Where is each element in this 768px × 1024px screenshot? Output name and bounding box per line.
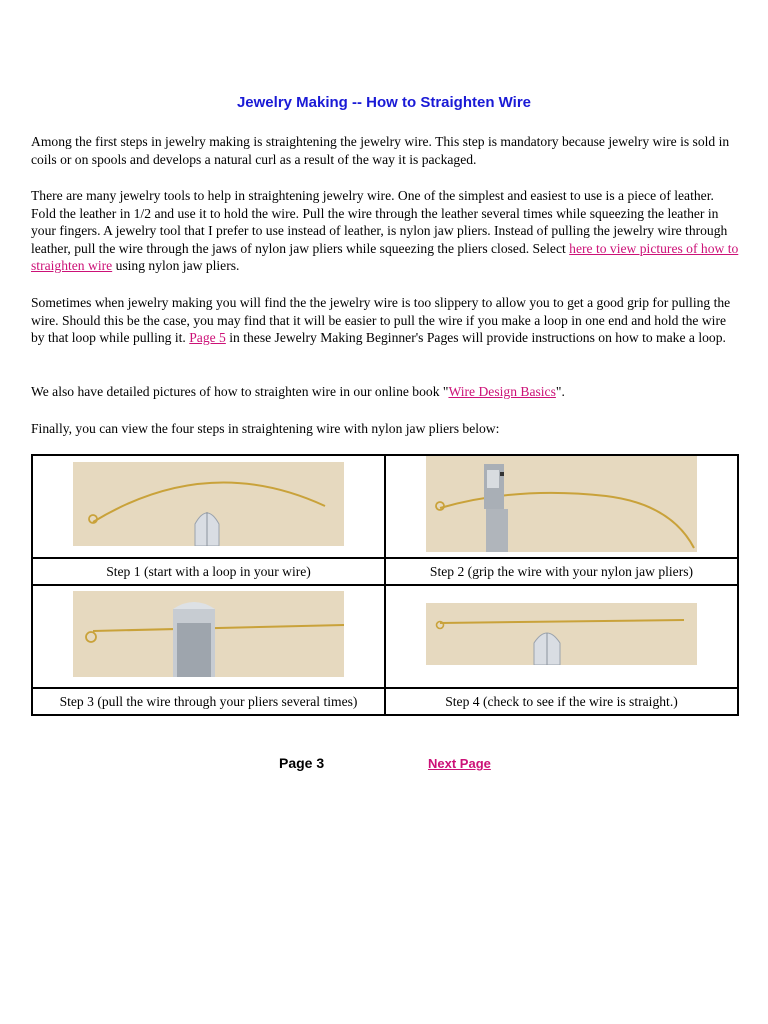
slippery-text-after: in these Jewelry Making Beginner's Pages will provide instructions on how to make a loop. xyxy=(225,330,726,346)
intro-paragraph: Among the first steps in jewelry making is straightening the jewelry wire. This step is mandatory because jewelry wire is sold in coils or on spools and develops a natural curl as a result of the way it is packaged. xyxy=(31,134,730,167)
step-3-photo xyxy=(73,591,344,677)
step-3-image-cell xyxy=(32,585,385,688)
slippery-paragraph xyxy=(31,294,741,347)
steps-table xyxy=(31,454,739,716)
page-number-label: Page 3 xyxy=(279,755,325,771)
step-1-image-cell xyxy=(32,455,385,558)
step-4-photo xyxy=(426,603,697,665)
step-2-photo xyxy=(426,456,697,552)
next-page-link[interactable]: Next Page xyxy=(428,756,491,771)
tools-text-before: There are many jewelry tools to help in straightening jewelry wire. One of the simplest and easiest to use is a piece of leather. Fold the leather in 1/2 and use it to hold the wire. Pull the wire through the leather several times while squeezing the leather in your fingers. A jewelry tool that I prefer to use instead of leather, is nylon jaw pliers. Instead of pulling the jewelry wire through leather, pull the wire through the jaws of nylon jaw pliers while squeezing the pliers closed. Select xyxy=(31,188,728,256)
slippery-text-before: Sometimes when jewelry making you will find the the jewelry wire is too slippery to allow you to get a good grip for pulling the wire. Should this be the case, you may find that it will be easier to pull the wire if you make a loop in one end and hold the wire by that loop while pulling it. xyxy=(31,295,731,346)
page-title: Jewelry Making -- How to Straighten Wire xyxy=(236,94,532,111)
steps-intro-paragraph: Finally, you can view the four steps in straightening wire with nylon jaw pliers below: xyxy=(31,421,500,436)
book-text-after: ". xyxy=(555,384,565,399)
wire-design-basics-link[interactable]: Wire Design Basics xyxy=(448,384,556,399)
step-4-image-cell xyxy=(385,585,738,688)
step-2-caption: Step 2 (grip the wire with your nylon jaw pliers) xyxy=(385,558,738,585)
tools-paragraph xyxy=(31,187,741,275)
step-2-image-cell xyxy=(385,455,738,558)
page-5-link[interactable]: Page 5 xyxy=(189,330,226,346)
step-1-caption: Step 1 (start with a loop in your wire) xyxy=(32,558,385,585)
step-4-caption: Step 4 (check to see if the wire is straight.) xyxy=(385,688,738,715)
step-1-photo xyxy=(73,462,344,546)
book-text-before: We also have detailed pictures of how to straighten wire in our online book " xyxy=(31,384,449,399)
straighten-pictures-link[interactable]: here to view pictures of how to straighten wire xyxy=(31,240,739,274)
step-3-caption: Step 3 (pull the wire through your pliers several times) xyxy=(32,688,385,715)
book-paragraph xyxy=(31,383,741,401)
tools-text-after: using nylon jaw pliers. xyxy=(112,258,240,274)
